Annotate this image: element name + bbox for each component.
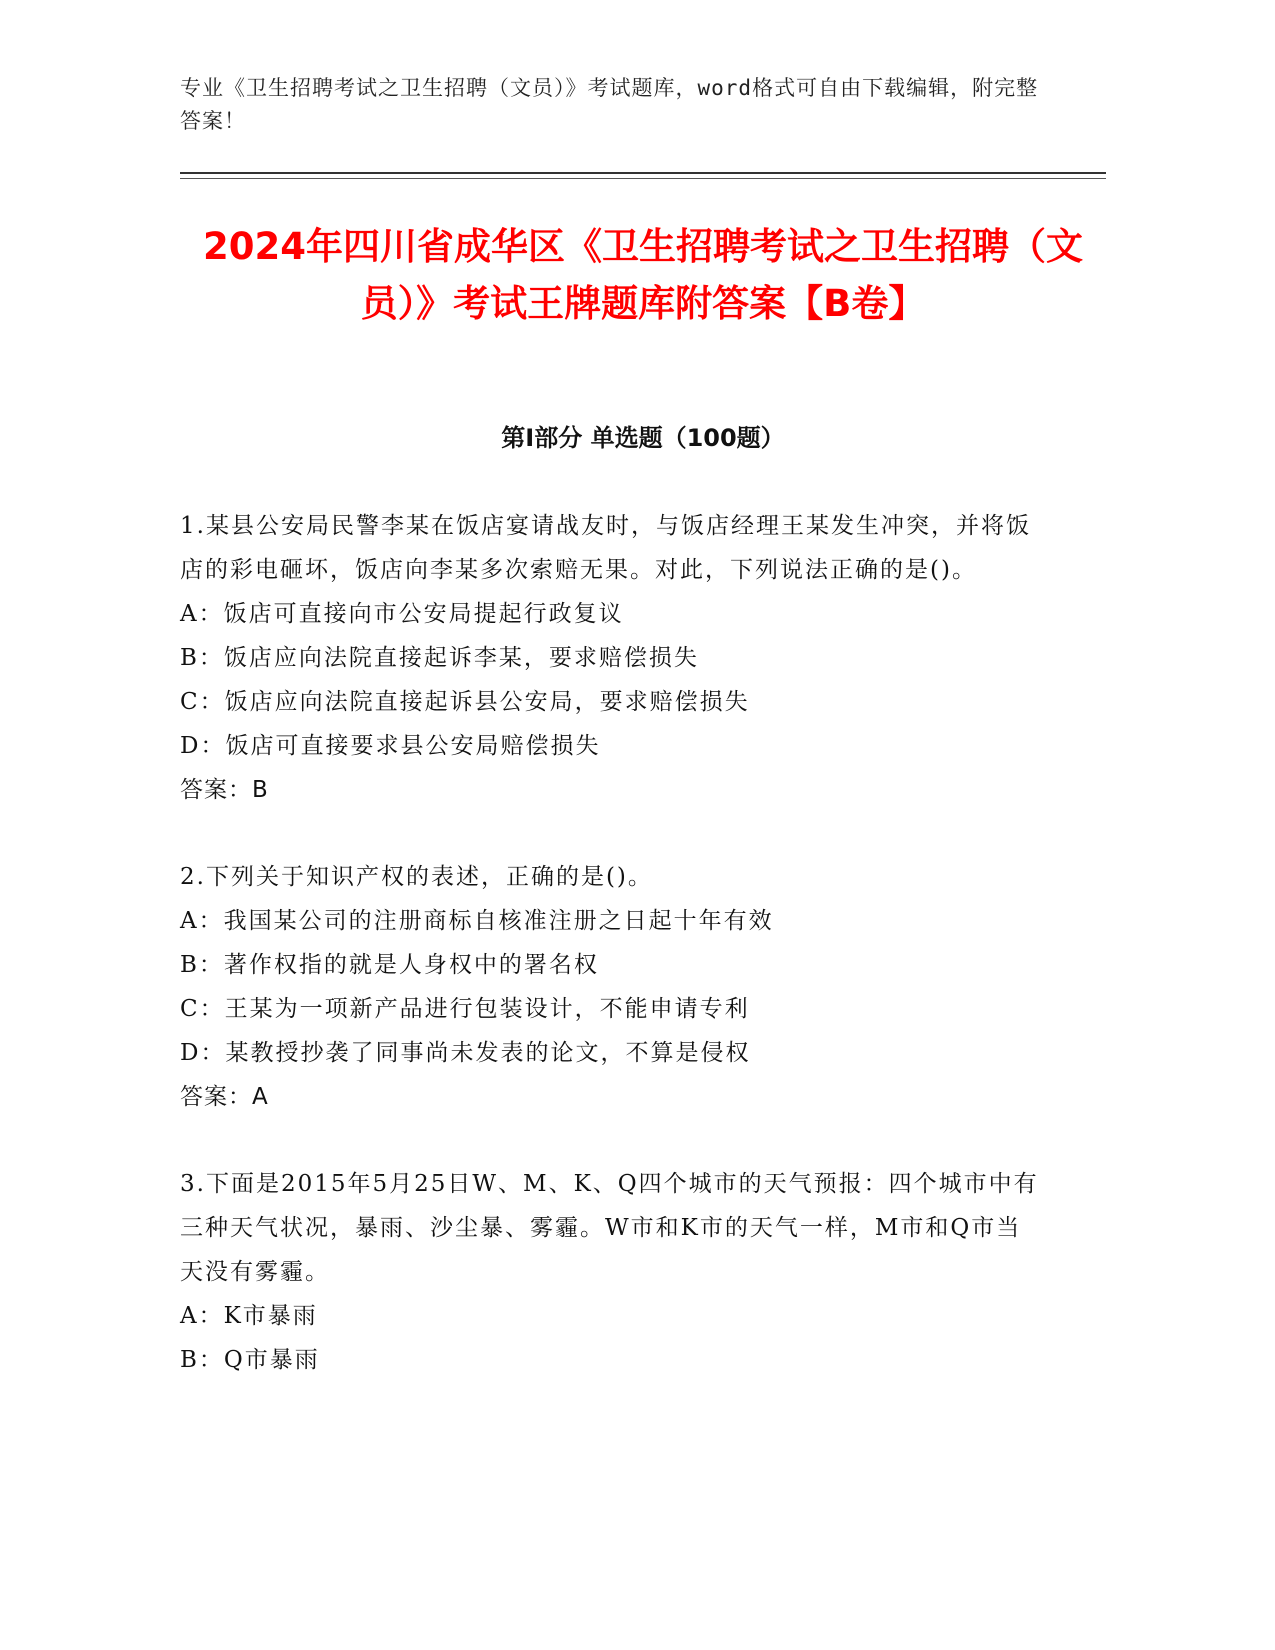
- question-item: [180, 504, 1040, 812]
- option-d: D：某教授抄袭了同事尚未发表的论文，不算是侵权: [180, 1040, 751, 1066]
- option-a: A：K市暴雨: [180, 1303, 318, 1329]
- question-item: [180, 1162, 1040, 1382]
- option-d: D：饭店可直接要求县公安局赔偿损失: [180, 733, 601, 759]
- question-stem: 1.某县公安局民警李某在饭店宴请战友时，与饭店经理王某发生冲突，并将饭店的彩电砸坏，饭店向李某多次索赔无果。对此，下列说法正确的是()。: [180, 513, 1031, 583]
- question-stem: 3.下面是2015年5月25日W、M、K、Q四个城市的天气预报：四个城市中有三种天气状况，暴雨、沙尘暴、雾霾。W市和K市的天气一样，M市和Q市当天没有雾霾。: [180, 1171, 1039, 1285]
- option-a: A：我国某公司的注册商标自核准注册之日起十年有效: [180, 908, 774, 934]
- option-c: C：王某为一项新产品进行包装设计，不能申请专利: [180, 996, 750, 1022]
- header-note: 专业《卫生招聘考试之卫生招聘（文员）》考试题库，word格式可自由下载编辑，附完整答案！: [180, 76, 1039, 133]
- option-b: B：Q市暴雨: [180, 1347, 320, 1373]
- question-list: [180, 504, 1040, 1425]
- header-divider-thin: [180, 178, 1106, 179]
- option-c: C：饭店应向法院直接起诉县公安局，要求赔偿损失: [180, 689, 750, 715]
- section-title: 第I部分 单选题（100题）: [501, 424, 785, 452]
- option-b: B：饭店应向法院直接起诉李某，要求赔偿损失: [180, 645, 699, 671]
- document-title: 2024年四川省成华区《卫生招聘考试之卫生招聘（文员）》考试王牌题库附答案【B卷】: [203, 225, 1083, 325]
- option-b: B：著作权指的就是人身权中的署名权: [180, 952, 599, 978]
- answer-line: 答案：A: [180, 1084, 269, 1110]
- header-divider-thick: [180, 172, 1106, 174]
- question-item: [180, 855, 1040, 1119]
- option-a: A：饭店可直接向市公安局提起行政复议: [180, 601, 624, 627]
- question-stem: 2.下列关于知识产权的表述，正确的是()。: [180, 864, 653, 890]
- answer-line: 答案：B: [180, 777, 269, 803]
